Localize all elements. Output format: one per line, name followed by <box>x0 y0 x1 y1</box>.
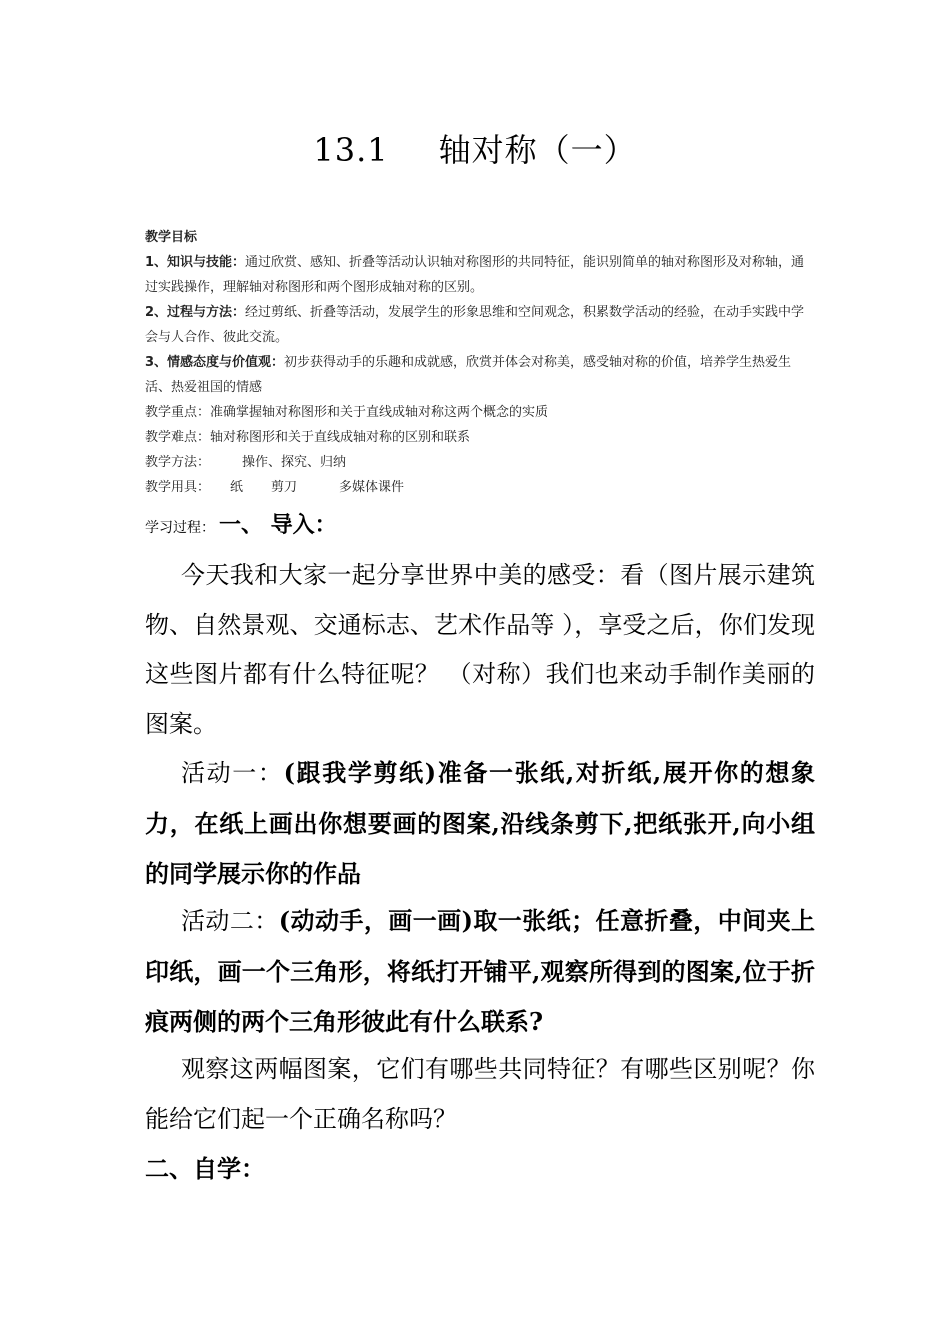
activity-1-text: (跟我学剪纸)准备一张纸,对折纸,展开你的想象力，在纸上画出你想要画的图案,沿线条剪下,把纸张开,向小组的同学展示你的作品 <box>145 758 816 888</box>
activity-2 <box>145 896 815 1048</box>
activity-1 <box>145 748 815 900</box>
section-2-text: 二、自学： <box>145 1154 265 1183</box>
method-label: 教学方法： <box>145 455 211 470</box>
objectives-heading: 教学目标 <box>145 230 198 245</box>
objective-3-text: 初步获得动手的乐趣和成就感，欣赏并体会对称美，感受轴对称的价值，培养学生热爱生活、热爱祖国的情感 <box>145 355 792 395</box>
objective-3-label: 3、情感态度与价值观： <box>145 355 285 370</box>
observe-paragraph: 观察这两幅图案，它们有哪些共同特征？有哪些区别呢？你能给它们起一个正确名称吗？ <box>145 1055 815 1133</box>
difficulty: 教学难点：轴对称图形和关于直线成轴对称的区别和联系 <box>145 430 471 445</box>
title-text: 轴对称（一） <box>438 131 637 169</box>
section-2-heading <box>145 1144 815 1195</box>
objective-1-text: 通过欣赏、感知、折叠等活动认识轴对称图形的共同特征，能识别简单的轴对称图形及对称轴，通过实践操作，理解轴对称图形和两个图形成轴对称的区别。 <box>145 255 805 295</box>
teaching-method <box>145 450 815 475</box>
page-title <box>0 128 950 172</box>
activity-2-label: 活动二： <box>181 907 279 935</box>
tool-scissors: 剪刀 <box>271 480 298 495</box>
section-1-heading: 一、 导入： <box>219 512 337 538</box>
process-label: 学习过程： <box>145 520 215 536</box>
teaching-tools <box>145 475 815 500</box>
objective-2-label: 2、过程与方法： <box>145 305 246 320</box>
objective-1 <box>145 250 815 300</box>
tool-paper: 纸 <box>230 480 244 495</box>
objective-1-label: 1、知识与技能： <box>145 255 246 270</box>
tools-label: 教学用具： <box>145 480 211 495</box>
tool-multimedia: 多媒体课件 <box>339 480 405 495</box>
intro-paragraph: 今天我和大家一起分享世界中美的感受：看（图片展示建筑物、自然景观、交通标志、艺术作品等 ），享受之后，你们发现这些图片都有什么特征呢？ （对称）我们也来动手制作美丽的图案。 <box>145 561 815 738</box>
activity-1-label: 活动一： <box>181 759 284 787</box>
objective-2 <box>145 300 815 350</box>
method-value: 操作、探究、归纳 <box>242 455 347 470</box>
activity-2-text: (动动手，画一画)取一张纸；任意折叠，中间夹上印纸，画一个三角形，将纸打开铺平,观察所得到的图案,位于折痕两侧的两个三角形彼此有什么联系? <box>145 906 816 1036</box>
objective-2-text: 经过剪纸、折叠等活动，发展学生的形象思维和空间观念，积累数学活动的经验，在动手实践中学会与人合作、彼此交流。 <box>145 305 805 345</box>
objective-3 <box>145 350 815 400</box>
learning-process-heading <box>145 508 337 545</box>
title-number: 13.1 <box>313 131 389 169</box>
objectives-block <box>145 225 815 500</box>
key-point: 教学重点：准确掌握轴对称图形和关于直线成轴对称这两个概念的实质 <box>145 405 549 420</box>
